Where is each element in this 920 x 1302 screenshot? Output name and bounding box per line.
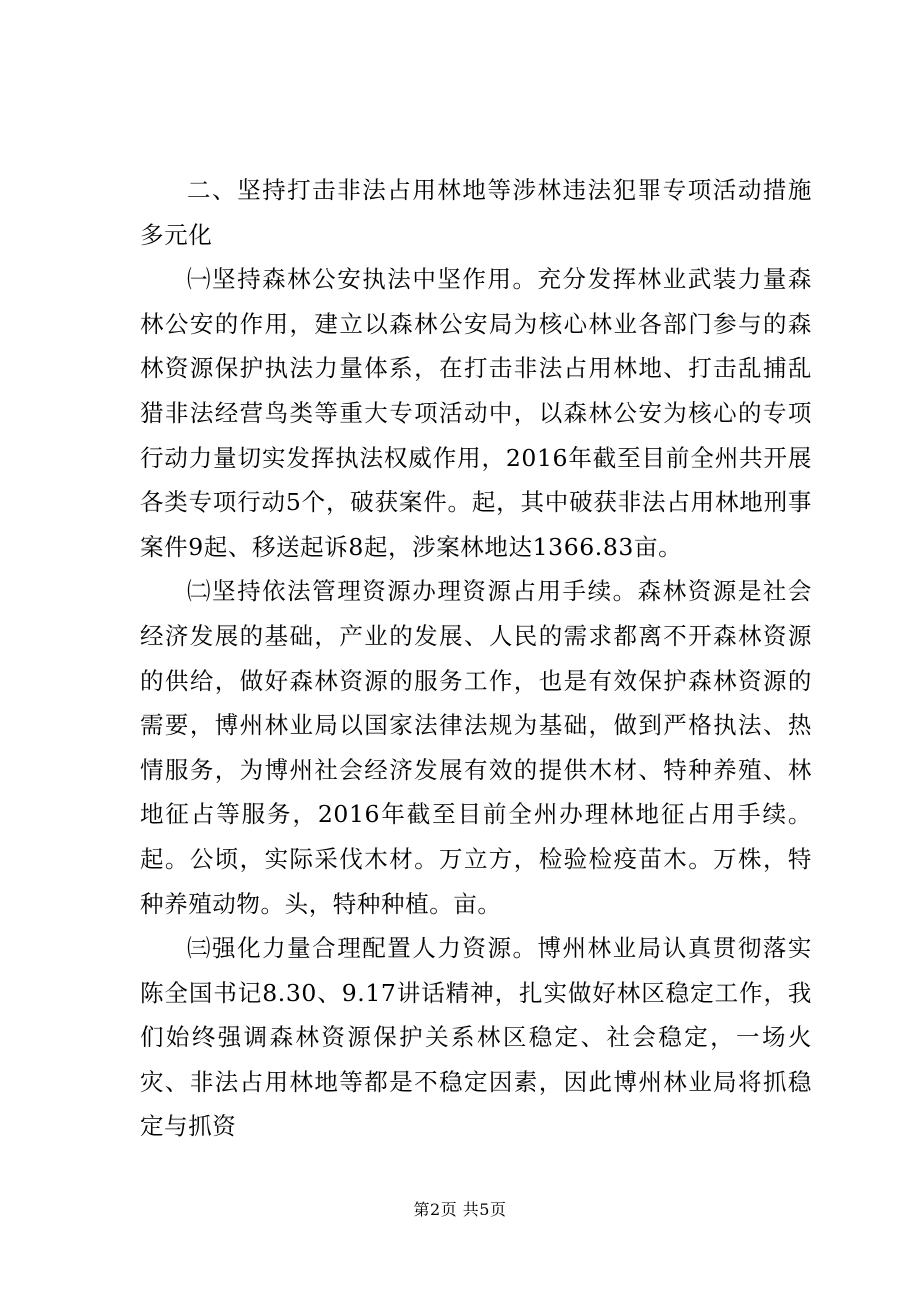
page-footer: 第2页 共5页 (413, 1200, 507, 1219)
paragraph-manpower: ㈢强化力量合理配置人力资源。博州林业局认真贯彻落实陈全国书记8.30、9.17讲话精神，扎实做好林区稳定工作，我们始终强调森林资源保护关系林区稳定、社会稳定，一场火灾、非法占用林地等都是不稳定因素，因此博州林业局将抓稳定与抓资 (140, 934, 812, 1141)
section-heading: 二、坚持打击非法占用林地等涉林违法犯罪专项活动措施多元化 (140, 176, 812, 249)
body-text (140, 168, 812, 1149)
paragraph-forest-police: ㈠坚持森林公安执法中坚作用。充分发挥林业武装力量森林公安的作用，建立以森林公安局为核心林业各部门参与的森林资源保护执法力量体系，在打击非法占用林地、打击乱捕乱猎非法经营鸟类等重大专项活动中，以森林公安为核心的专项行动力量切实发挥执法权威作用，2016年截至目前全州共开展各类专项行动5个，破获案件。起，其中破获非法占用林地刑事案件9起、移送起诉8起，涉案林地达1366.83亩。 (140, 265, 812, 561)
paragraph-resource-management: ㈡坚持依法管理资源办理资源占用手续。森林资源是社会经济发展的基础，产业的发展、人民的需求都离不开森林资源的供给，做好森林资源的服务工作，也是有效保护森林资源的需要，博州林业局以国家法律法规为基础，做到严格执法、热情服务，为博州社会经济发展有效的提供木材、特种养殖、林地征占等服务，2016年截至目前全州办理林地征占用手续。起。公顷，实际采伐木材。万立方，检验检疫苗木。万株，特种养殖动物。头，特种种植。亩。 (140, 577, 812, 918)
